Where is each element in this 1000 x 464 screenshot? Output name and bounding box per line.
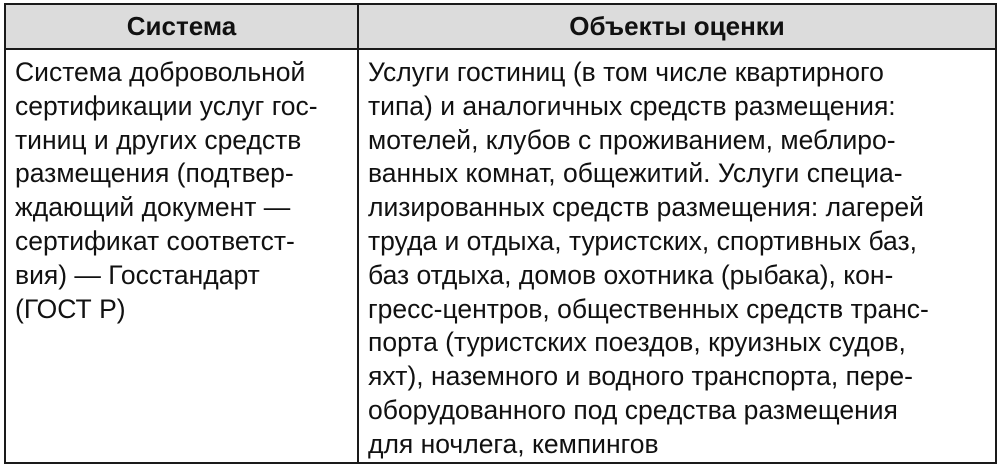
certification-table: [4, 3, 997, 464]
header-row: [5, 4, 996, 49]
table-header: [5, 4, 996, 49]
header-objects: Объекты оценки: [358, 4, 996, 49]
cell-objects: Услуги гостиниц (в том числе квартирного типа) и аналогичных средств размещения: мотелей, клубов с проживанием, меблиро- ванных комнат, общежитий. Услуги специа- лизированных средств размещения: лагерей труда и отдыха, туристских, спортивных баз, баз отдыха, домов охотника (рыбака), кон- гресс-центров, общественных средств транс- порта (туристских поездов, круизных судов, яхт), наземного и водного транспорта, пере- оборудованного под средства размещения для ночлега, кемпингов: [358, 49, 996, 463]
table-body: [5, 49, 996, 463]
cell-system: Система добровольной сертификации услуг гос- тиниц и других средств размещения (подтвер- ждающий документ — сертификат соответст- вия) — Госстандарт (ГОСТ Р): [5, 49, 358, 463]
header-system: Система: [5, 4, 358, 49]
table-row: [5, 49, 996, 463]
